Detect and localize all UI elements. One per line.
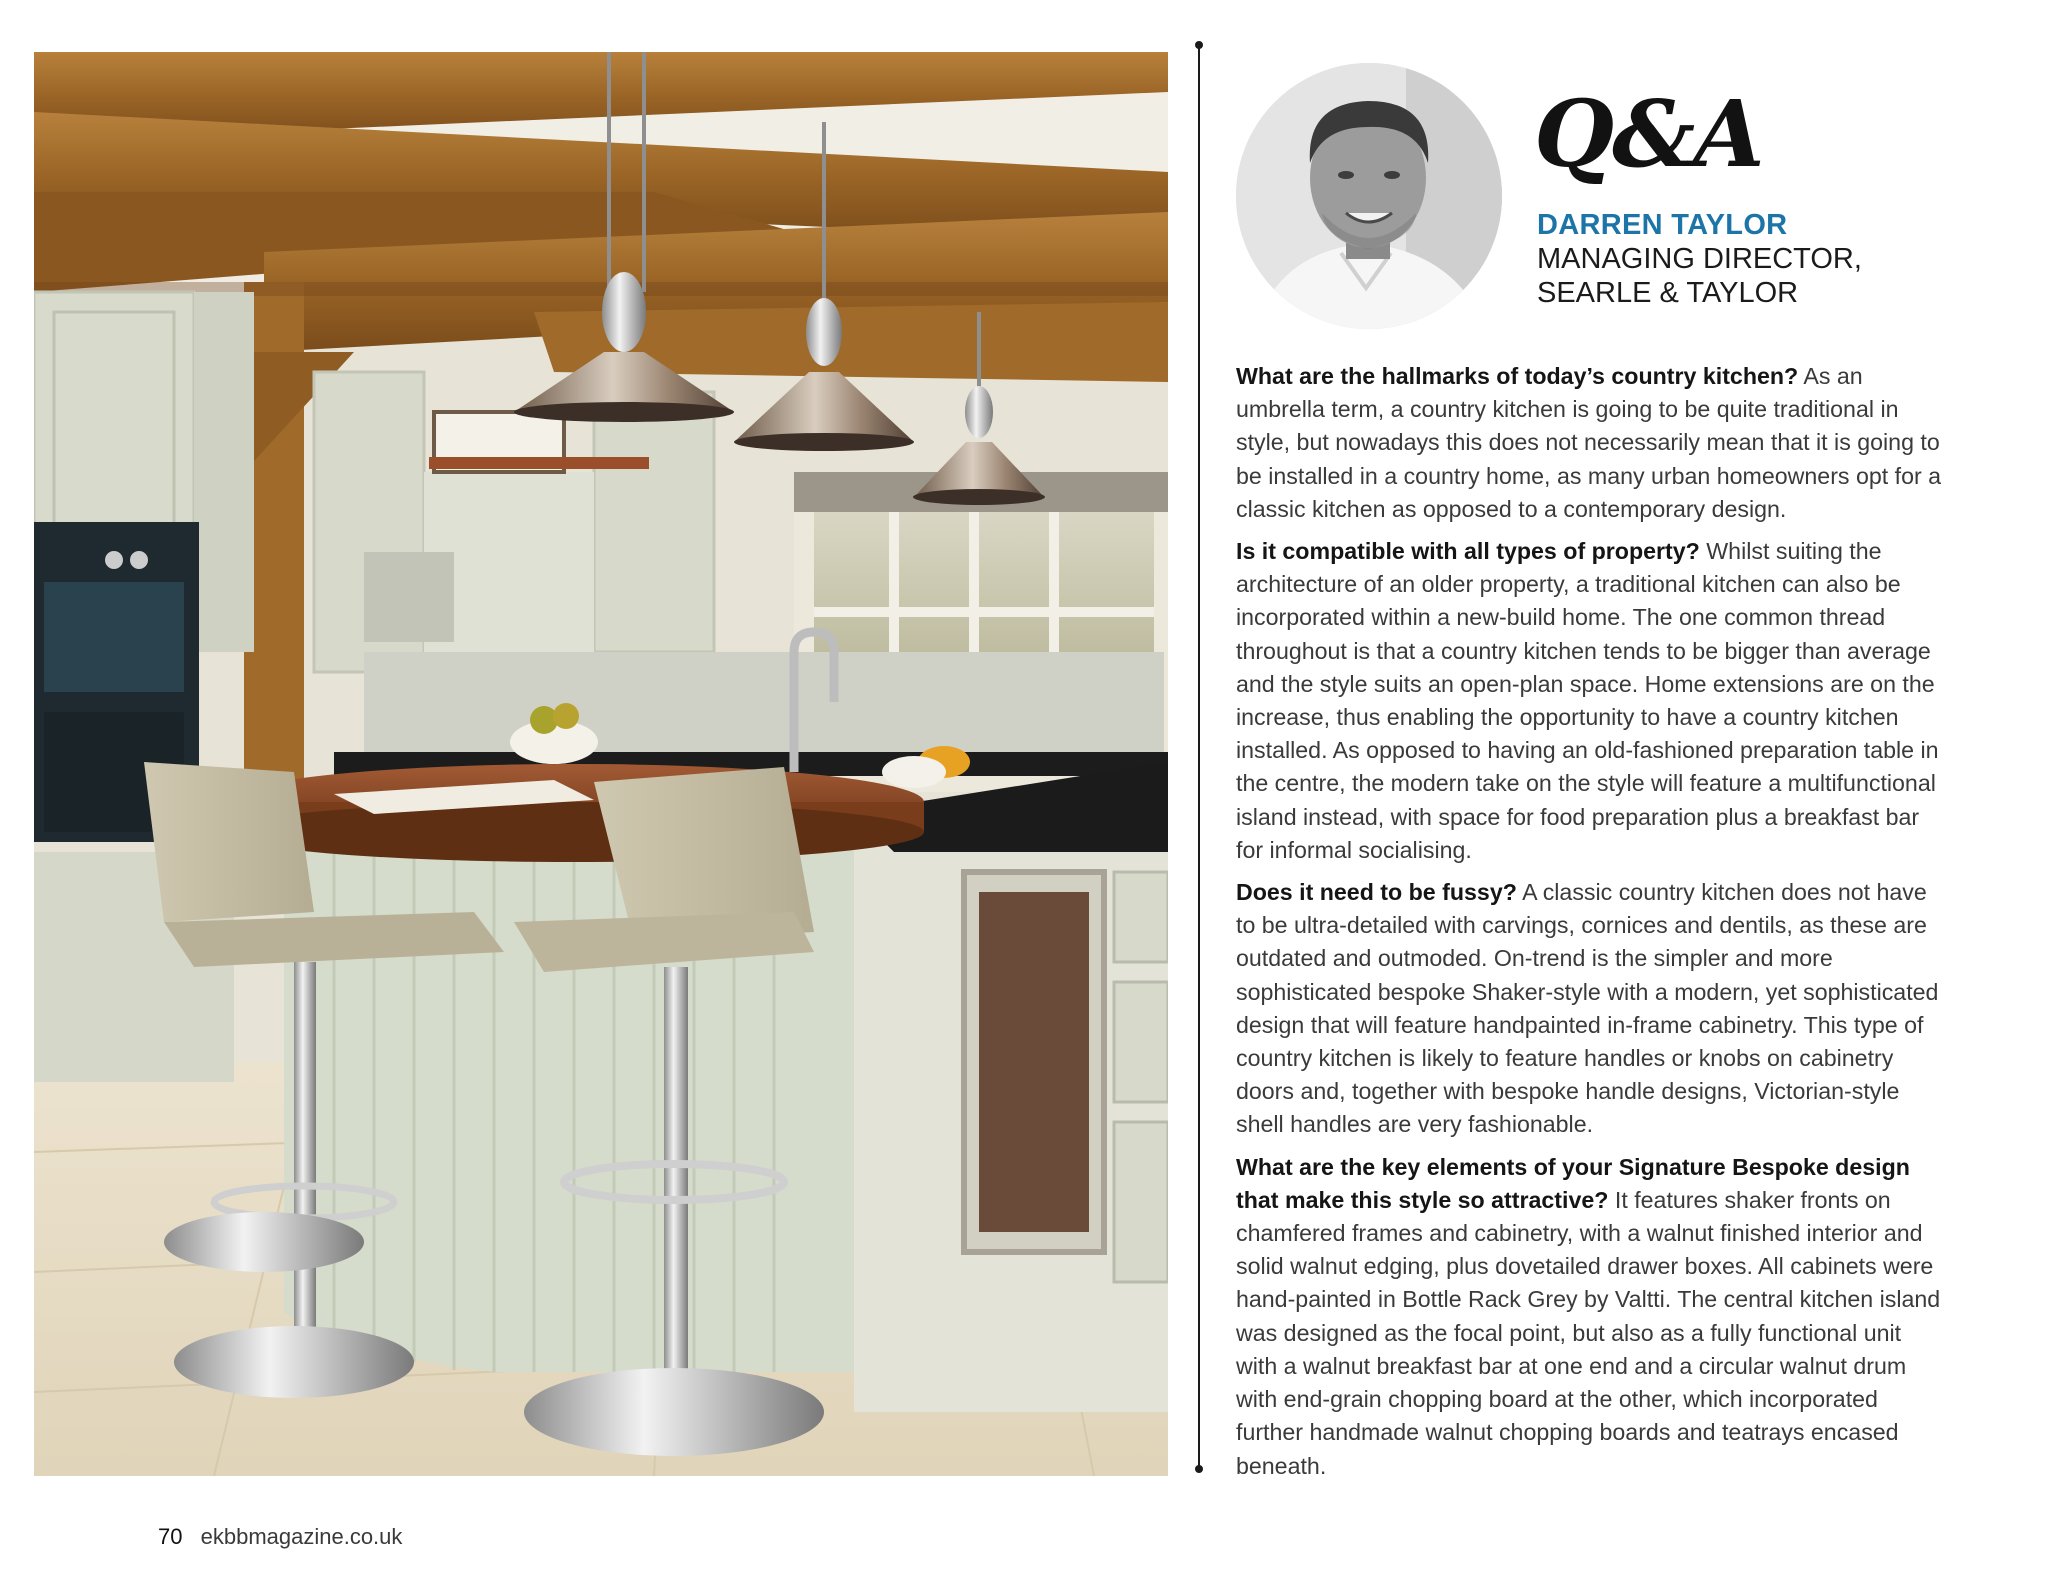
person-name: DARREN TAYLOR [1537,209,1788,241]
qa-title: Q&A [1534,80,1763,188]
page-footer [158,1524,402,1550]
column-divider [1198,44,1200,1470]
article-body [1236,360,1946,1492]
answer: It features shaker fronts on chamfered frames and cabinetry, with a walnut finished interior and solid walnut edging, plus dovetailed drawer boxes. All cabinets were hand-painted in Bottle Rack Grey by Valtti. The central kitchen island was designed as the focal point, but also as a fully functional unit with a walnut breakfast bar at one end and a circular walnut drum with end-grain chopping board at the other, which incorporated further handmade walnut chopping boards and teatrays encased beneath. [1236,1186,1941,1479]
qa-item [1236,1151,1946,1483]
question: Is it compatible with all types of property? [1236,538,1700,565]
role-line: MANAGING DIRECTOR, [1537,243,1862,275]
answer: Whilst suiting the architecture of an older property, a traditional kitchen can also be incorporated within a new-build home. The one common thread throughout is that a country kitchen tends to be bigger than average and the style suits an open-plan space. Home extensions are on the increase, thus enabling the opportunity to have a country kitchen installed. As opposed to having an old-fashioned preparation table in the centre, the modern take on the style will feature a multifunctional island instead, with space for food preparation plus a breakfast bar for informal socialising. [1236,538,1939,863]
answer: A classic country kitchen does not have to be ultra-detailed with carvings, cornices and dentils, as these are outdated and outmoded. On-trend is the simpler and more sophisticated bespoke Shaker-style with a modern, yet sophisticated design that will feature handpainted in-frame cabinetry. This type of country kitchen is likely to feature handles or knobs on cabinetry doors and, together with bespoke handle designs, Victorian-style shell handles are very fashionable. [1236,879,1939,1138]
qa-item [1236,360,1946,526]
question: What are the hallmarks of today’s country kitchen? [1236,363,1799,389]
portrait-photo [1236,63,1502,329]
qa-item [1236,876,1946,1142]
answer: As an umbrella term, a country kitchen is going to be quite traditional in style, but nowadays this does not necessarily mean that it is going to be installed in a country home, as many urban homeowners opt for a classic kitchen as opposed to a contemporary design. [1236,363,1942,522]
qa-item [1236,535,1946,867]
kitchen-illustration [34,52,1168,1476]
person-role [1537,242,1957,310]
portrait-illustration [1236,63,1502,329]
kitchen-photo [34,52,1168,1476]
question: What are the key elements of your Signature Bespoke design that make this style so attractive? [1236,1153,1910,1213]
page-number: 70 [158,1524,183,1549]
question: Does it need to be fussy? [1236,879,1517,906]
role-line: SEARLE & TAYLOR [1537,277,1799,309]
site-url: ekbbmagazine.co.uk [200,1524,403,1549]
